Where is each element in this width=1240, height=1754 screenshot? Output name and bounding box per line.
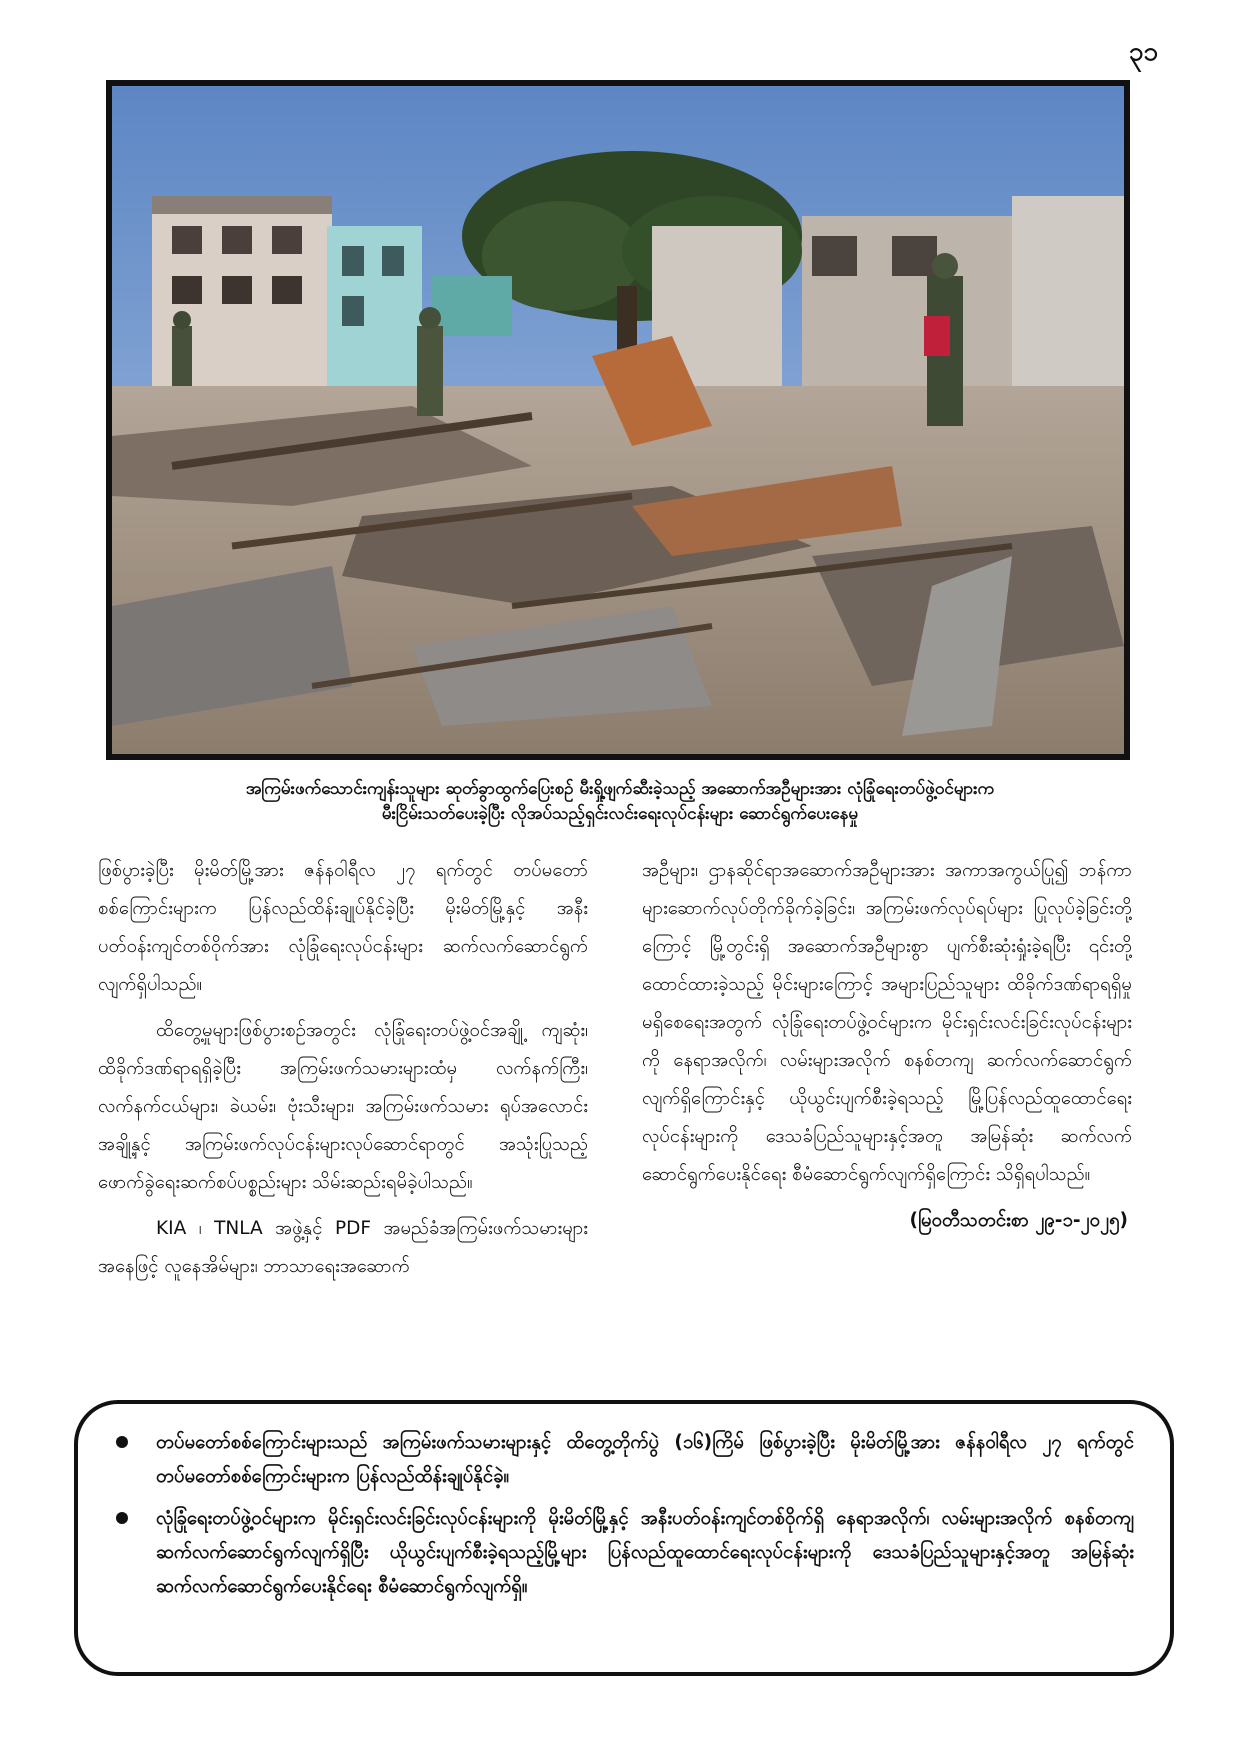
article-paragraph: ဖြစ်ပွားခဲ့ပြီး မိုးမိတ်မြို့အား ဇန်နဝါရီလ ၂၇ ရက်တွင် တပ်မတော်စစ်ကြောင်းများက ပြန်လည်ထိန်းချုပ်နိုင်ခဲ့ပြီး မိုးမိတ်မြို့နှင့် အနီးပတ်ဝန်းကျင်တစ်ဝိုက်အား လုံခြုံရေးလုပ်ငန်းများ ဆက်လက်ဆောင်ရွက်လျက်ရှိပါသည်။: [98, 860, 588, 995]
article-paragraph: ထိတွေ့မှုများဖြစ်ပွားစဉ်အတွင်း လုံခြုံရေးတပ်ဖွဲ့ဝင်အချို့ ကျဆုံး၊ ထိခိုက်ဒဏ်ရာရရှိခဲ့ပြီး အကြမ်းဖက်သမားများထံမှ လက်နက်ကြီး၊ လက်နက်ငယ်များ၊ ခဲယမ်း၊ ဗုံးသီးများ၊ အကြမ်းဖက်သမား ရုပ်အလောင်းအချို့နှင့် အကြမ်းဖက်လုပ်ငန်းများလုပ်ဆောင်ရာတွင် အသုံးပြုသည့် ဖောက်ခွဲရေးဆက်စပ်ပစ္စည်းများ သိမ်းဆည်းရမိခဲ့ပါသည်။: [98, 1020, 588, 1193]
caption-line-2: မီးငြိမ်းသတ်ပေးခဲ့ပြီး လိုအပ်သည့်ရှင်းလင်းရေးလုပ်ငန်းများ ဆောင်ရွက်ပေးနေမှု: [381, 804, 859, 824]
summary-item: [108, 1426, 1134, 1494]
article-paragraph: အဦများ၊ ဌာနဆိုင်ရာအဆောက်အဦများအား အကာအကွယ်ပြု၍ ဘန်ကာများဆောက်လုပ်တိုက်ခိုက်ခဲ့ခြင်း၊ အကြမ်းဖက်လုပ်ရပ်များ ပြုလုပ်ခဲ့ခြင်းတို့ကြောင့် မြို့တွင်းရှိ အဆောက်အဦများစွာ ပျက်စီးဆုံးရှုံးခဲ့ရပြီး ၎င်းတို့ထောင်ထားခဲ့သည့် မိုင်းများကြောင့် အများပြည်သူများ ထိခိုက်ဒဏ်ရာရရှိမှု မရှိစေရေးအတွက် လုံခြုံရေးတပ်ဖွဲ့ဝင်များက မိုင်းရှင်းလင်းခြင်းလုပ်ငန်းများကို နေရာအလိုက်၊ လမ်းများအလိုက် စနစ်တကျ ဆက်လက်ဆောင်ရွက်လျက်ရှိကြောင်းနှင့် ယိုယွင်းပျက်စီးခဲ့ရသည့် မြို့ပြန်လည်ထူထောင်ရေးလုပ်ငန်းများကို ဒေသခံပြည်သူများနှင့်အတူ အမြန်ဆုံး ဆက်လက်ဆောင်ရွက်ပေးနိုင်ရေး စီမံဆောင်ရွက်လျက်ရှိကြောင်း သိရှိရပါသည်။: [642, 860, 1132, 1185]
summary-text: လုံခြုံရေးတပ်ဖွဲ့ဝင်များက မိုင်းရှင်းလင်းခြင်းလုပ်ငန်းများကို မိုးမိတ်မြို့နှင့် အနီးပတ်ဝန်းကျင်တစ်ဝိုက်ရှိ နေရာအလိုက်၊ လမ်းများအလိုက် စနစ်တကျ ဆက်လက်ဆောင်ရွက်လျက်ရှိပြီး ယိုယွင်းပျက်စီးခဲ့ရသည့်မြို့များ ပြန်လည်ထူထောင်ရေးလုပ်ငန်းများကို ဒေသခံပြည်သူများနှင့်အတူ အမြန်ဆုံး ဆက်လက်ဆောင်ရွက်ပေးနိုင်ရေး စီမံဆောင်ရွက်လျက်ရှိ။: [156, 1508, 1134, 1597]
caption-line-1: အကြမ်းဖက်သောင်းကျန်းသူများ ဆုတ်ခွာထွက်ပြေးစဉ် မီးရှို့ဖျက်ဆီးခဲ့သည့် အဆောက်အဦများအား လုံခြုံရေးတပ်ဖွဲ့ဝင်များက: [245, 779, 995, 799]
summary-text: တပ်မတော်စစ်ကြောင်းများသည် အကြမ်းဖက်သမားများနှင့် ထိတွေ့တိုက်ပွဲ (၁၆)ကြိမ် ဖြစ်ပွားခဲ့ပြီး မိုးမိတ်မြို့အား ဇန်နဝါရီလ ၂၇ ရက်တွင် တပ်မတော်စစ်ကြောင်းများက ပြန်လည်ထိန်းချုပ်နိုင်ခဲ့။: [156, 1432, 1134, 1487]
bullet-icon: [116, 1436, 128, 1448]
article-left-column: [98, 852, 588, 1294]
page-number: ၃၁: [1128, 37, 1158, 67]
bullet-icon: [116, 1512, 128, 1524]
article-right-column: [642, 852, 1132, 1248]
news-photo: [106, 80, 1130, 760]
article-paragraph: KIA ၊ TNLA အဖွဲ့နှင့် PDF အမည်ခံအကြမ်းဖက်သမားများအနေဖြင့် လူနေအိမ်များ၊ ဘာသာရေးအဆောက်: [98, 1218, 588, 1277]
photo-caption: [110, 777, 1130, 827]
summary-box: [74, 1400, 1174, 1676]
summary-list: [108, 1426, 1134, 1604]
summary-item: [108, 1502, 1134, 1604]
article-source: (မြဝတီသတင်းစာ ၂၉-၁-၂၀၂၅): [909, 1210, 1128, 1231]
